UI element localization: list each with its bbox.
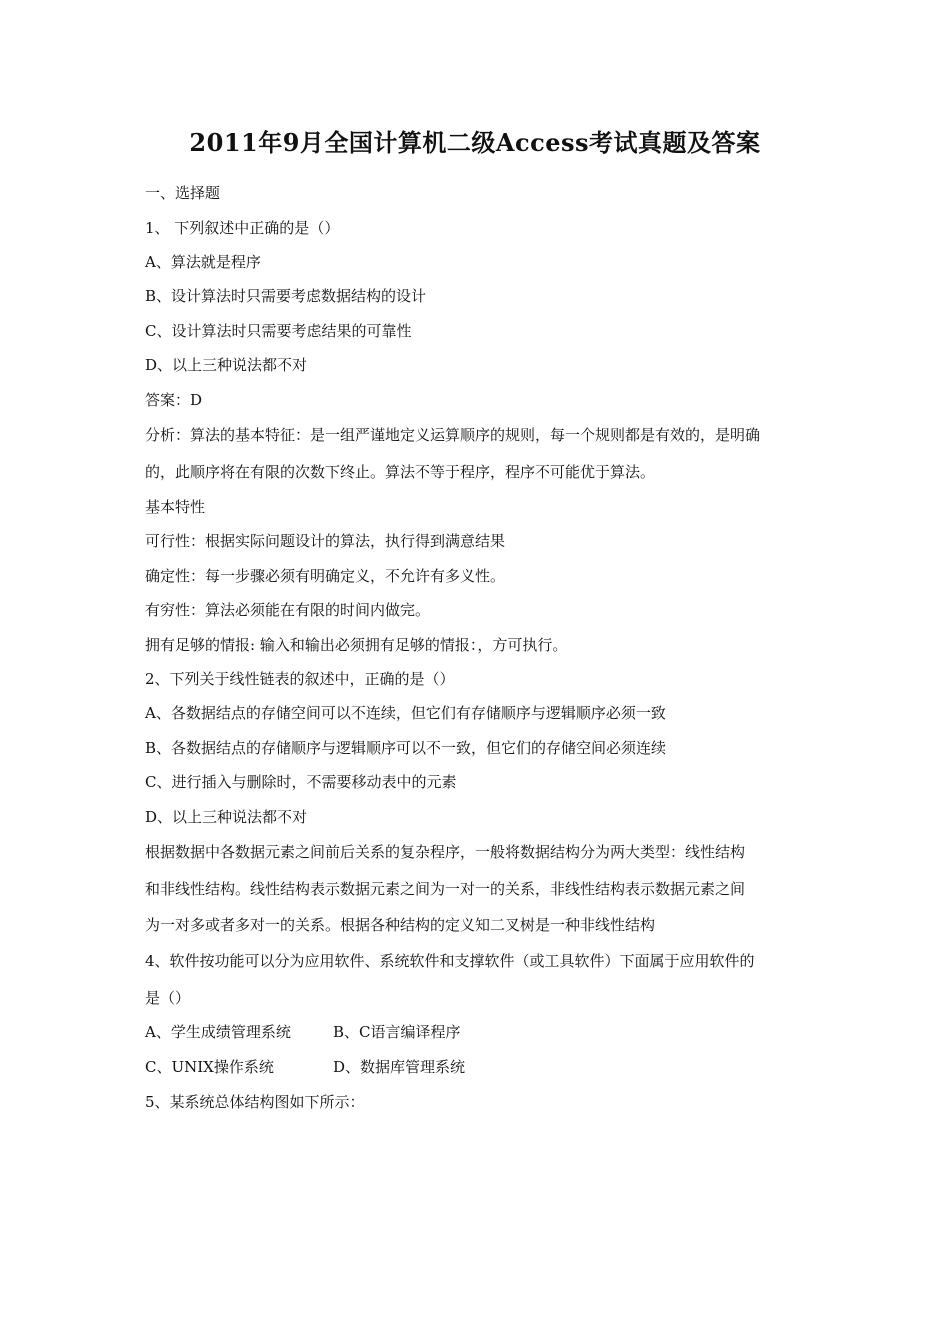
property-feasibility: 可行性：根据实际问题设计的算法，执行得到满意结果 — [145, 532, 506, 550]
q4-options-row-1 — [145, 1022, 461, 1042]
q1-analysis-line-2: 的，此顺序将在有限的次数下终止。算法不等于程序，程序不可能优于算法。 — [145, 463, 656, 481]
q1-option-c: C、设计算法时只需要考虑结果的可靠性 — [145, 322, 412, 340]
q4-option-b: B、C语言编译程序 — [333, 1023, 461, 1041]
section-heading: 一、选择题 — [145, 184, 221, 202]
q2-analysis-line-1: 根据数据中各数据元素之间前后关系的复杂程序，一般将数据结构分为两大类型：线性结构 — [145, 843, 746, 861]
property-information: 拥有足够的情报: 输入和输出必须拥有足够的情报：，方可执行。 — [145, 636, 568, 654]
question-4-line-1: 4、软件按功能可以分为应用软件、系统软件和支撑软件（或工具软件）下面属于应用软件的 — [145, 952, 755, 970]
q2-analysis-line-2: 和非线性结构。线性结构表示数据元素之间为一对一的关系，非线性结构表示数据元素之间 — [145, 880, 746, 898]
basic-properties-heading: 基本特性 — [145, 498, 206, 516]
q2-option-d: D、以上三种说法都不对 — [145, 808, 308, 826]
q4-options-row-2 — [145, 1057, 466, 1077]
question-5: 5、某系统总体结构图如下所示： — [145, 1093, 365, 1111]
q1-option-d: D、以上三种说法都不对 — [145, 356, 308, 374]
q2-analysis-line-3: 为一对多或者多对一的关系。根据各种结构的定义知二叉树是一种非线性结构 — [145, 916, 656, 934]
question-4-line-2: 是（） — [145, 989, 191, 1007]
document-title: 2011年9月全国计算机二级Access考试真题及答案 — [189, 128, 761, 157]
q4-option-c: C、UNIX操作系统 — [145, 1058, 274, 1076]
q1-option-a: A、算法就是程序 — [145, 253, 261, 271]
property-finiteness: 有穷性：算法必须能在有限的时间内做完。 — [145, 601, 431, 619]
question-1: 1、 下列叙述中正确的是（） — [145, 219, 340, 237]
q2-option-a: A、各数据结点的存储空间可以不连续，但它们有存储顺序与逻辑顺序必须一致 — [145, 704, 666, 722]
q4-option-a: A、学生成绩管理系统 — [145, 1023, 291, 1041]
q2-option-b: B、各数据结点的存储顺序与逻辑顺序可以不一致，但它们的存储空间必须连续 — [145, 739, 667, 757]
question-2: 2、下列关于线性链表的叙述中，正确的是（） — [145, 670, 455, 688]
property-definiteness: 确定性：每一步骤必须有明确定义，不允许有多义性。 — [145, 567, 506, 585]
q2-option-c: C、进行插入与删除时，不需要移动表中的元素 — [145, 773, 457, 791]
q1-analysis-line-1: 分析：算法的基本特征：是一组严谨地定义运算顺序的规则，每一个规则都是有效的，是明确 — [145, 426, 761, 444]
q4-option-d: D、数据库管理系统 — [333, 1058, 466, 1076]
q1-option-b: B、设计算法时只需要考虑数据结构的设计 — [145, 287, 427, 305]
q1-answer: 答案：D — [145, 391, 203, 409]
